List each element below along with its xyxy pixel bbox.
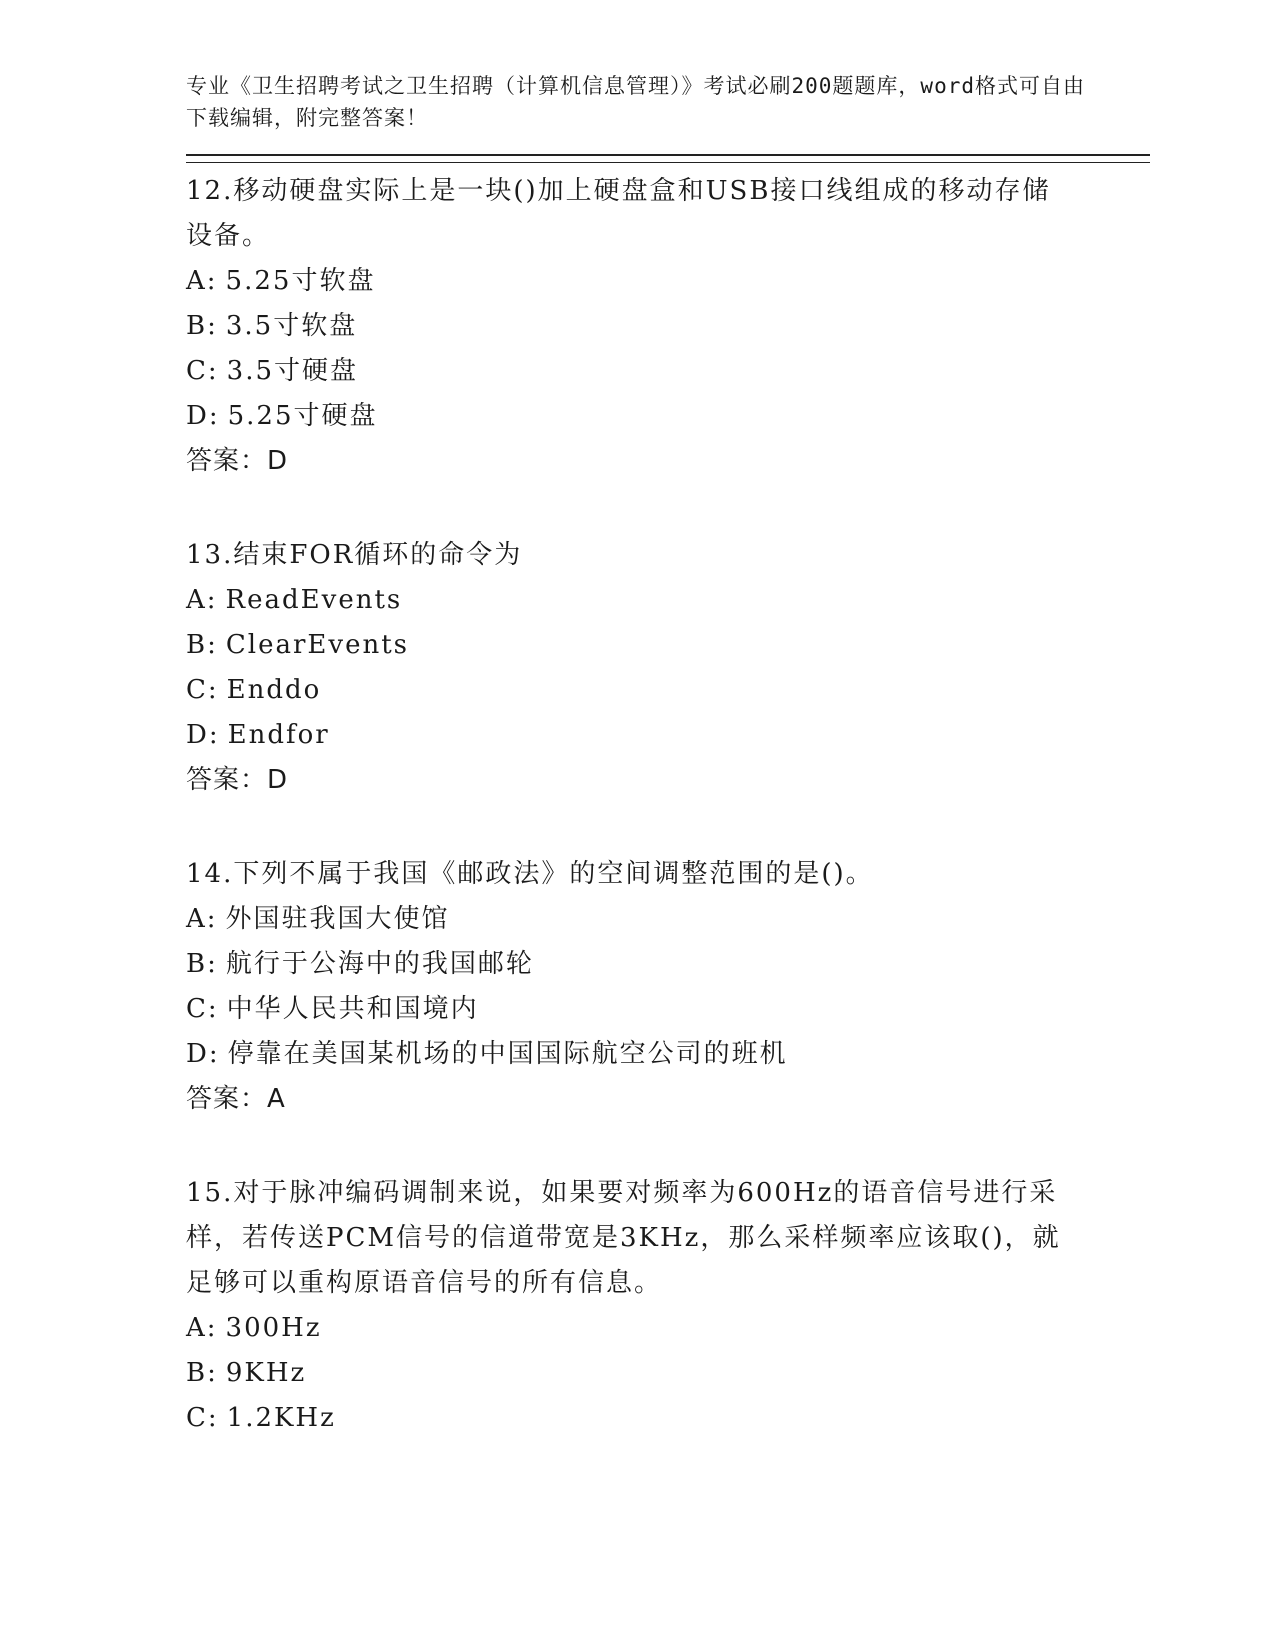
option-a	[186, 1306, 1150, 1351]
option-key: C:	[186, 1403, 219, 1433]
option-key: D:	[186, 720, 220, 750]
option-key: D:	[186, 1039, 220, 1069]
option-text: ReadEvents	[225, 585, 403, 615]
option-key: B:	[186, 630, 218, 660]
document-page	[186, 70, 1150, 1490]
question-14	[186, 852, 1150, 1122]
option-key: C:	[186, 356, 219, 386]
option-a	[186, 897, 1150, 942]
answer: 答案：A	[186, 1084, 286, 1114]
document-header: 专业《卫生招聘考试之卫生招聘（计算机信息管理）》考试必刷200题题库，word格式可自由下载编辑，附完整答案！	[186, 74, 1085, 130]
question-text: 13.结束FOR循环的命令为	[186, 540, 523, 570]
option-key: C:	[186, 675, 219, 705]
option-c	[186, 668, 1150, 713]
option-d	[186, 713, 1150, 758]
option-b	[186, 304, 1150, 349]
option-key: C:	[186, 994, 219, 1024]
option-text: 1.2KHz	[226, 1403, 336, 1433]
option-c	[186, 349, 1150, 394]
option-text: 9KHz	[225, 1358, 307, 1388]
option-text: 航行于公海中的我国邮轮	[225, 949, 534, 979]
option-b	[186, 942, 1150, 987]
option-d	[186, 394, 1150, 439]
option-d	[186, 1032, 1150, 1077]
option-key: D:	[186, 401, 220, 431]
option-text: 3.5寸软盘	[225, 311, 358, 341]
header-divider	[186, 154, 1150, 163]
option-key: A:	[186, 266, 218, 296]
option-text: 5.25寸软盘	[225, 266, 376, 296]
option-key: B:	[186, 949, 218, 979]
option-text: 停靠在美国某机场的中国国际航空公司的班机	[227, 1039, 788, 1069]
option-text: Endfor	[227, 720, 330, 750]
question-12	[186, 169, 1150, 484]
option-text: 300Hz	[225, 1313, 322, 1343]
option-a	[186, 578, 1150, 623]
option-text: Enddo	[226, 675, 322, 705]
option-text: 外国驻我国大使馆	[225, 904, 450, 934]
question-13	[186, 533, 1150, 803]
option-b	[186, 1351, 1150, 1396]
option-key: B:	[186, 311, 218, 341]
answer: 答案：D	[186, 446, 289, 476]
option-text: 中华人民共和国境内	[226, 994, 479, 1024]
question-text: 14.下列不属于我国《邮政法》的空间调整范围的是()。	[186, 859, 874, 889]
option-text: 3.5寸硬盘	[226, 356, 359, 386]
option-key: A:	[186, 585, 218, 615]
option-a	[186, 259, 1150, 304]
option-c	[186, 1396, 1150, 1441]
option-text: 5.25寸硬盘	[227, 401, 378, 431]
answer: 答案：D	[186, 765, 289, 795]
question-text: 12.移动硬盘实际上是一块()加上硬盘盒和USB接口线组成的移动存储设备。	[186, 176, 1051, 251]
question-list	[186, 169, 1150, 1441]
question-text: 15.对于脉冲编码调制来说，如果要对频率为600Hz的语音信号进行采样，若传送PCM信号的信道带宽是3KHz，那么采样频率应该取()，就足够可以重构原语音信号的所有信息。	[186, 1178, 1061, 1298]
option-text: ClearEvents	[225, 630, 409, 660]
question-15	[186, 1171, 1150, 1441]
option-key: A:	[186, 1313, 218, 1343]
option-key: B:	[186, 1358, 218, 1388]
option-c	[186, 987, 1150, 1032]
option-b	[186, 623, 1150, 668]
option-key: A:	[186, 904, 218, 934]
